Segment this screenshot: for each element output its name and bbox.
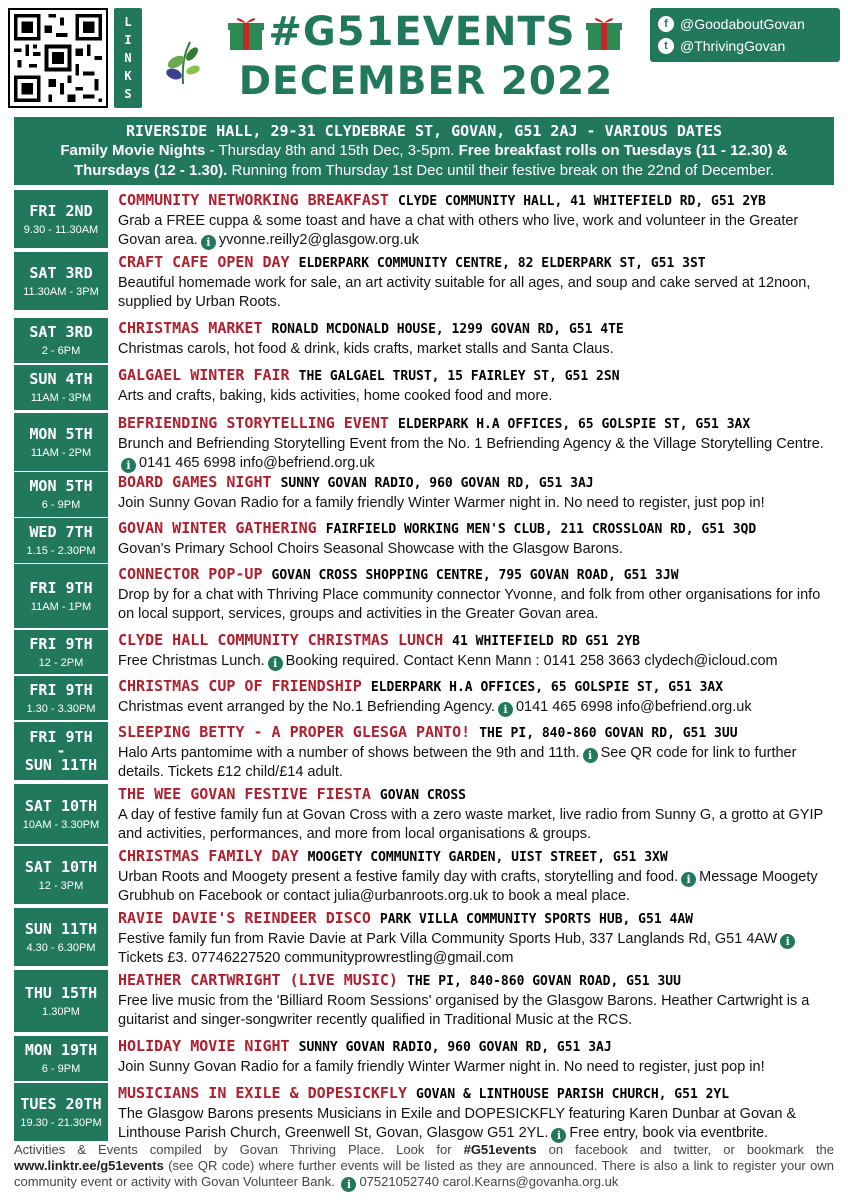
event-time: 1.15 - 2.30PM [26,545,96,557]
event-day: SAT 10TH [24,796,98,815]
event-body [108,365,834,410]
event-description-text: The Glasgow Barons presents Musicians in Exile and DOPESICKFLY featuring Karen Dunbar at Govan & Linthouse Parish Church, Greenwell St, Govan, Glasgow G51 2YL. [118,1106,797,1141]
info-icon: i [268,656,283,671]
event-time: 6 - 9PM [41,1063,81,1075]
event-description [118,992,834,1030]
event-venue: ELDERPARK H.A OFFICES, 65 GOLSPIE ST, G51 3AX [370,680,724,695]
footer-text: on facebook and twitter, or bookmark the [536,1142,835,1157]
event-venue: ELDERPARK COMMUNITY CENTRE, 82 ELDERPARK ST, G51 3ST [298,256,706,271]
event-time: 19.30 - 21.30PM [20,1116,102,1129]
event-title: BEFRIENDING STORYTELLING EVENT [118,414,389,432]
event-day: MON 5TH [29,424,93,443]
event-description-text: Halo Arts pantomime with a number of shows between the 9th and 11th. [118,745,580,761]
event-day: THU 15TH [24,983,98,1002]
event-row [14,846,834,904]
event-body [108,518,834,563]
event-title: BOARD GAMES NIGHT [118,473,272,491]
links-tab[interactable] [114,8,142,108]
event-heading [118,784,834,806]
riverside-part: Family Movie Nights [60,142,206,159]
event-day: FRI 9TH [29,578,93,597]
thriving-place-logo-icon [160,36,206,86]
page-title-month: DECEMBER 2022 [238,59,614,104]
event-body [108,1036,834,1081]
event-venue: THE PI, 840-860 GOVAN ROAD, G51 3UU [407,974,681,989]
event-date-box [14,784,108,844]
footer-text: Activities & Events compiled by Govan Thriving Place. Look for [14,1142,464,1157]
event-title: COMMUNITY NETWORKING BREAKFAST [118,191,389,209]
event-time: 4.30 - 6.30PM [26,941,96,954]
event-heading [118,365,834,387]
event-date-box [14,722,108,780]
event-contact: Message Moogety Grubhub on Facebook or contact julia@urbanroots.org.uk to book a meal place. [118,869,818,904]
event-contact: Tickets £3. 07746227520 communityprowrestling@gmail.com [118,950,514,966]
event-row [14,784,834,844]
event-description-text: Drop by for a chat with Thriving Place community connector Yvonne, and folk from other organisations for info on local support, services, groups and activities in the Greater Govan area. [118,587,821,622]
event-date-box [14,252,108,310]
event-row [14,970,834,1032]
footer-note [14,1142,834,1192]
event-description-text: Christmas event arranged by the No.1 Befriending Agency. [118,699,495,715]
links-letter: L [124,15,132,29]
event-description [118,340,834,359]
event-day: SUN 4TH [29,370,93,388]
twitter-link[interactable] [658,35,832,57]
event-description [118,435,834,473]
event-row [14,190,834,248]
event-row [14,518,834,563]
event-time: 11AM - 1PM [30,600,92,613]
event-day: SAT 10TH [24,857,98,876]
event-contact: See QR code for link to further details. Tickets £12 child/£14 adult. [118,745,797,780]
event-title: THE WEE GOVAN FESTIVE FIESTA [118,785,371,803]
event-time: 6 - 9PM [41,499,81,511]
event-venue: SUNNY GOVAN RADIO, 960 GOVAN RD, G51 3AJ [280,476,594,491]
event-time: 10AM - 3.30PM [22,818,100,831]
event-venue: GOVAN CROSS SHOPPING CENTRE, 795 GOVAN ROAD, G51 3JW [271,568,679,583]
event-heading [118,518,834,540]
event-body [108,1083,834,1141]
event-title: HOLIDAY MOVIE NIGHT [118,1037,290,1055]
event-description [118,274,834,312]
info-icon: i [498,702,513,717]
event-time: 12 - 2PM [38,656,84,669]
event-row [14,252,834,310]
event-contact: 0141 465 6998 info@befriend.org.uk [515,699,752,715]
qr-code[interactable] [8,8,108,108]
info-icon: i [201,235,216,250]
facebook-icon: f [658,16,674,32]
event-time: 11AM - 3PM [30,392,92,404]
info-icon: i [780,934,795,949]
event-day: WED 7TH [29,523,93,541]
event-day: MON 5TH [29,477,93,495]
event-row [14,472,834,517]
event-contact: Free entry, book via eventbrite. [569,1125,769,1141]
event-heading [118,190,834,212]
event-heading [118,1083,834,1105]
info-icon: i [341,1177,356,1192]
event-date-box [14,676,108,720]
event-description [118,698,834,717]
event-time: 11AM - 2PM [30,446,92,459]
event-date-box [14,564,108,628]
event-time: 12 - 3PM [38,879,84,892]
event-date-box [14,970,108,1032]
event-time: 9.30 - 11.30AM [23,223,99,236]
event-description [118,652,834,671]
info-icon: i [551,1128,566,1143]
twitter-icon: t [658,38,674,54]
footer-link[interactable]: www.linktr.ee/g51events [14,1158,164,1173]
event-date-box [14,190,108,248]
event-day: SAT 3RD [29,323,93,341]
event-time: 1.30PM [42,1005,80,1018]
event-venue: PARK VILLA COMMUNITY SPORTS HUB, G51 4AW [379,912,693,927]
links-letter: I [124,33,132,47]
event-contact: Booking required. Contact Kenn Mann : 0141 258 3663 clydech@icloud.com [285,653,778,669]
event-day: MON 19TH [24,1041,98,1059]
event-description-text: Join Sunny Govan Radio for a family friendly Winter Warmer night in. No need to register, just pop in! [118,495,765,511]
event-body [108,970,834,1032]
info-icon: i [121,458,136,473]
gift-icon [227,14,265,52]
event-venue: GOVAN CROSS [379,788,466,803]
event-heading [118,630,834,652]
info-icon: i [681,872,696,887]
riverside-hall-banner [14,117,834,185]
gift-icon [585,14,623,52]
event-day: FRI 9TH [29,680,93,699]
event-body [108,722,834,780]
riverside-description [24,141,824,181]
event-venue: FAIRFIELD WORKING MEN'S CLUB, 211 CROSSLOAN RD, G51 3QD [325,522,757,537]
riverside-part: Free breakfast rolls on Tuesdays (11 - 12.30) & Thursdays (12 - 1.30). [73,142,788,179]
event-description-text: Free live music from the 'Billiard Room Sessions' organised by the Glasgow Barons. Heather Cartwright is a guitarist and singer-songwriter recently qualified in Traditional Music at the RCS. [118,993,810,1028]
event-day-end: SUN 11TH [24,756,98,774]
event-date-box [14,518,108,563]
event-date-box [14,318,108,363]
event-title: CONNECTOR POP-UP [118,565,263,583]
twitter-handle: @ThrivingGovan [680,38,786,54]
riverside-part: Running from Thursday 1st Dec until their festive break on the 22nd of December. [227,162,775,179]
event-contact: 0141 465 6998 info@befriend.org.uk [139,455,375,471]
links-letter: K [124,69,132,83]
links-letter: N [124,51,132,65]
event-body [108,630,834,674]
facebook-handle: @GoodaboutGovan [680,16,805,32]
event-time: 1.30 - 3.30PM [26,702,96,715]
event-date-box [14,846,108,904]
event-title: CHRISTMAS FAMILY DAY [118,847,299,865]
event-title: CHRISTMAS CUP OF FRIENDSHIP [118,677,362,695]
event-body [108,318,834,363]
event-venue: SUNNY GOVAN RADIO, 960 GOVAN RD, G51 3AJ [298,1040,612,1055]
event-title: GOVAN WINTER GATHERING [118,519,317,537]
event-description [118,1105,834,1143]
event-row [14,908,834,966]
event-description-text: Join Sunny Govan Radio for a family friendly Winter Warmer night in. No need to register, just pop in! [118,1059,765,1075]
event-body [108,413,834,471]
riverside-venue: RIVERSIDE HALL, 29-31 CLYDEBRAE ST, GOVAN, G51 2AJ - VARIOUS DATES [125,122,723,140]
event-day-separator: - [56,742,66,760]
info-icon: i [583,748,598,763]
event-heading [118,413,834,435]
event-venue: ELDERPARK H.A OFFICES, 65 GOLSPIE ST, G51 3AX [397,417,751,432]
event-description-text: Beautiful homemade work for sale, an art activity suitable for all ages, and soup and cake served at 12noon, supplied by Urban Roots. [118,275,811,310]
event-venue: THE GALGAEL TRUST, 15 FAIRLEY ST, G51 2SN [298,369,620,384]
event-venue: THE PI, 840-860 GOVAN RD, G51 3UU [479,726,738,741]
event-description [118,212,834,250]
event-description [118,586,834,624]
event-row [14,564,834,628]
footer-contact: 07521052740 carol.Kearns@govanha.org.uk [359,1174,619,1189]
event-date-box [14,630,108,674]
event-description-text: Brunch and Befriending Storytelling Event from the No. 1 Befriending Agency & the Village Storytelling Centre. [118,436,824,452]
event-row [14,676,834,720]
event-description [118,930,834,968]
event-heading [118,970,834,992]
event-body [108,252,834,310]
event-title: GALGAEL WINTER FAIR [118,366,290,384]
event-venue: 41 WHITEFIELD RD G51 2YB [452,634,640,649]
event-venue: GOVAN & LINTHOUSE PARISH CHURCH, G51 2YL [416,1087,730,1102]
event-day: FRI 2ND [29,201,93,220]
event-heading [118,252,834,274]
event-description-text: Christmas carols, hot food & drink, kids crafts, market stalls and Santa Claus. [118,341,614,357]
event-description-text: A day of festive family fun at Govan Cross with a zero waste market, live radio from Sunny G, a grotto at GYIP and activities, performances, and more from local organisations & groups. [118,807,823,842]
event-description [118,1058,834,1077]
header [0,0,848,112]
event-date-box [14,365,108,410]
footer-hashtag: #G51events [463,1142,537,1157]
event-body [108,908,834,966]
event-date-box [14,1036,108,1081]
event-day: FRI 9TH [29,728,93,746]
event-heading [118,676,834,698]
event-contact: yvonne.reilly2@glasgow.org.uk [218,232,419,248]
event-day: FRI 9TH [29,634,93,653]
event-heading [118,722,834,744]
event-heading [118,472,834,494]
event-date-box [14,413,108,471]
event-row [14,1083,834,1141]
event-body [108,676,834,720]
event-date-box [14,472,108,517]
event-body [108,846,834,904]
event-description-text: Festive family fun from Ravie Davie at Park Villa Community Sports Hub, 337 Langlands Rd, G51 4AW [118,931,778,947]
event-heading [118,908,834,930]
event-description-text: Govan's Primary School Choirs Seasonal Showcase with the Glasgow Barons. [118,541,623,557]
event-heading [118,1036,834,1058]
event-description-text: Arts and crafts, baking, kids activities, home cooked food and more. [118,388,553,404]
event-description-text: Grab a FREE cuppa & some toast and have a chat with others who live, work and volunteer in the Greater Govan area. [118,213,799,248]
page-title-hashtag: #G51EVENTS [268,9,576,55]
event-row [14,318,834,363]
event-description [118,387,834,406]
facebook-link[interactable] [658,13,832,35]
event-day: TUES 20TH [20,1094,102,1113]
event-time: 11.30AM - 3PM [23,285,99,298]
event-venue: RONALD MCDONALD HOUSE, 1299 GOVAN RD, G51 4TE [271,322,624,337]
event-row [14,630,834,674]
event-description [118,540,834,559]
event-heading [118,318,834,340]
event-row [14,365,834,410]
event-date-box [14,908,108,966]
event-title: MUSICIANS IN EXILE & DOPESICKFLY [118,1084,407,1102]
event-day: SAT 3RD [29,263,93,282]
event-row [14,413,834,471]
event-title: CRAFT CAFE OPEN DAY [118,253,290,271]
event-title: CHRISTMAS MARKET [118,319,263,337]
event-heading [118,846,834,868]
social-box [650,8,840,62]
event-day: SUN 11TH [24,919,98,938]
event-venue: CLYDE COMMUNITY HALL, 41 WHITEFIELD RD, G51 2YB [397,194,766,209]
event-body [108,784,834,844]
event-description [118,806,834,844]
event-title: CLYDE HALL COMMUNITY CHRISTMAS LUNCH [118,631,444,649]
event-description [118,494,834,513]
footer-text: (see QR code) where further events will be listed as they are announced. There is also a link to register your own community event or activity with Govan Volunteer Bank. [14,1158,834,1189]
event-title: SLEEPING BETTY - A PROPER GLESGA PANTO! [118,723,471,741]
event-title: RAVIE DAVIE'S REINDEER DISCO [118,909,371,927]
event-heading [118,564,834,586]
event-time: 2 - 6PM [41,345,81,357]
links-letter: S [124,87,132,101]
event-row [14,1036,834,1081]
event-body [108,190,834,248]
event-row [14,722,834,780]
riverside-part: - Thursday 8th and 15th Dec, 3-5pm. [205,142,459,159]
event-description-text: Urban Roots and Moogety present a festive family day with crafts, storytelling and food. [118,869,679,885]
event-venue: MOOGETY COMMUNITY GARDEN, UIST STREET, G51 3XW [307,850,668,865]
event-body [108,472,834,517]
event-title: HEATHER CARTWRIGHT (LIVE MUSIC) [118,971,398,989]
event-description [118,744,834,782]
event-date-box [14,1083,108,1141]
event-description [118,868,834,906]
event-body [108,564,834,628]
event-description-text: Free Christmas Lunch. [118,653,265,669]
